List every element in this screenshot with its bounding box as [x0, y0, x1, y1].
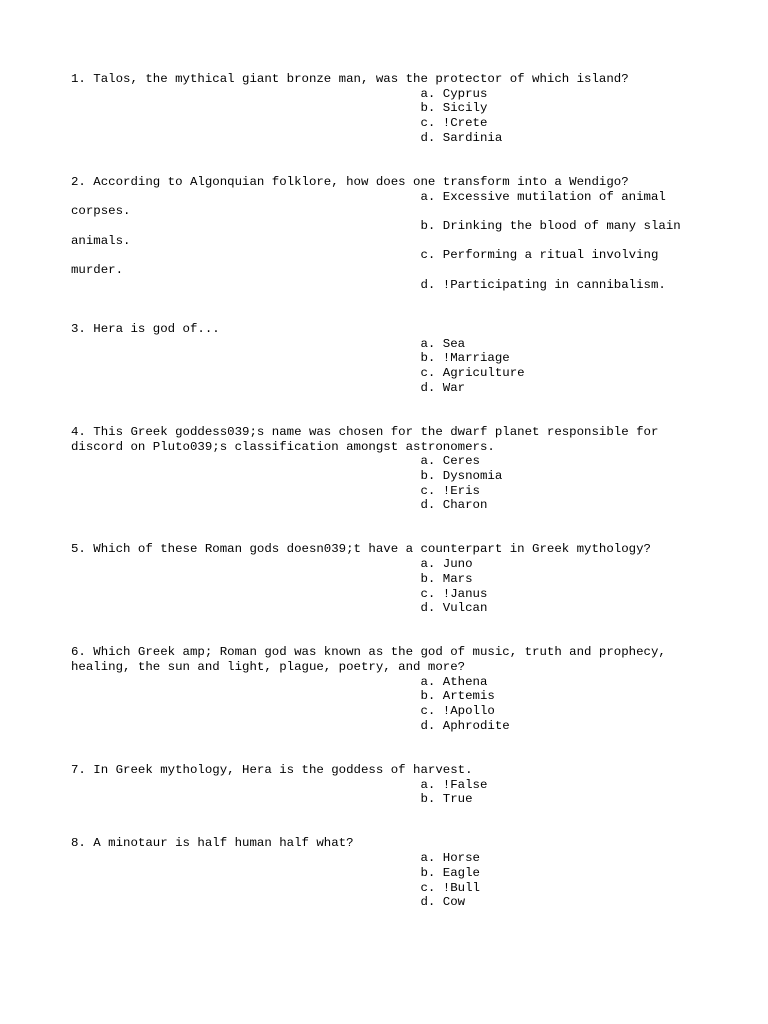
- answer-option: murder.: [71, 263, 124, 278]
- question-text: 3. Hera is god of...: [71, 321, 220, 336]
- answer-option: b. Mars: [71, 571, 473, 586]
- answer-option: c. !Bull: [71, 880, 480, 895]
- question-block: [71, 542, 701, 616]
- question-text: healing, the sun and light, plague, poetry, and more?: [71, 660, 466, 675]
- question-block: [71, 645, 701, 733]
- answer-option: b. Sicily: [71, 101, 488, 116]
- answer-option: a. Athena: [71, 674, 488, 689]
- question-block: [71, 72, 701, 146]
- answer-option: b. Drinking the blood of many slain: [71, 219, 681, 234]
- question-block: [71, 425, 701, 513]
- answer-option: animals.: [71, 233, 131, 248]
- answer-option: d. !Participating in cannibalism.: [71, 277, 666, 292]
- answer-option: a. !False: [71, 777, 488, 792]
- answer-option: a. Ceres: [71, 454, 480, 469]
- answer-option: a. Juno: [71, 557, 473, 572]
- answer-option: c. Performing a ritual involving: [71, 248, 659, 263]
- answer-option: c. Agriculture: [71, 366, 525, 381]
- answer-option: a. Horse: [71, 851, 480, 866]
- answer-option: corpses.: [71, 204, 131, 219]
- answer-option: d. Aphrodite: [71, 718, 510, 733]
- question-block: [71, 836, 701, 910]
- answer-option: c. !Janus: [71, 586, 488, 601]
- answer-option: d. Cow: [71, 895, 466, 910]
- question-block: [71, 322, 701, 396]
- answer-option: a. Sea: [71, 336, 466, 351]
- question-text: 6. Which Greek amp; Roman god was known as the god of music, truth and prophecy,: [71, 645, 666, 660]
- answer-option: c. !Crete: [71, 116, 488, 131]
- answer-option: a. Excessive mutilation of animal: [71, 189, 666, 204]
- answer-option: a. Cyprus: [71, 86, 488, 101]
- answer-option: c. !Apollo: [71, 704, 495, 719]
- question-block: [71, 763, 701, 807]
- question-text: 8. A minotaur is half human half what?: [71, 836, 354, 851]
- answer-option: d. Vulcan: [71, 601, 488, 616]
- question-block: [71, 175, 701, 293]
- answer-option: b. Artemis: [71, 689, 495, 704]
- answer-option: d. Sardinia: [71, 130, 503, 145]
- question-text: 5. Which of these Roman gods doesn039;t have a counterpart in Greek mythology?: [71, 542, 651, 557]
- answer-option: b. Eagle: [71, 865, 480, 880]
- quiz-document: [71, 72, 701, 939]
- answer-option: b. True: [71, 792, 473, 807]
- answer-option: d. Charon: [71, 498, 488, 513]
- question-text: discord on Pluto039;s classification amongst astronomers.: [71, 439, 495, 454]
- question-text: 4. This Greek goddess039;s name was chosen for the dwarf planet responsible for: [71, 424, 659, 439]
- question-text: 2. According to Algonquian folklore, how does one transform into a Wendigo?: [71, 174, 629, 189]
- answer-option: d. War: [71, 380, 466, 395]
- answer-option: c. !Eris: [71, 483, 480, 498]
- answer-option: b. !Marriage: [71, 351, 510, 366]
- answer-option: b. Dysnomia: [71, 468, 503, 483]
- question-text: 1. Talos, the mythical giant bronze man, was the protector of which island?: [71, 72, 629, 86]
- question-text: 7. In Greek mythology, Hera is the goddess of harvest.: [71, 762, 473, 777]
